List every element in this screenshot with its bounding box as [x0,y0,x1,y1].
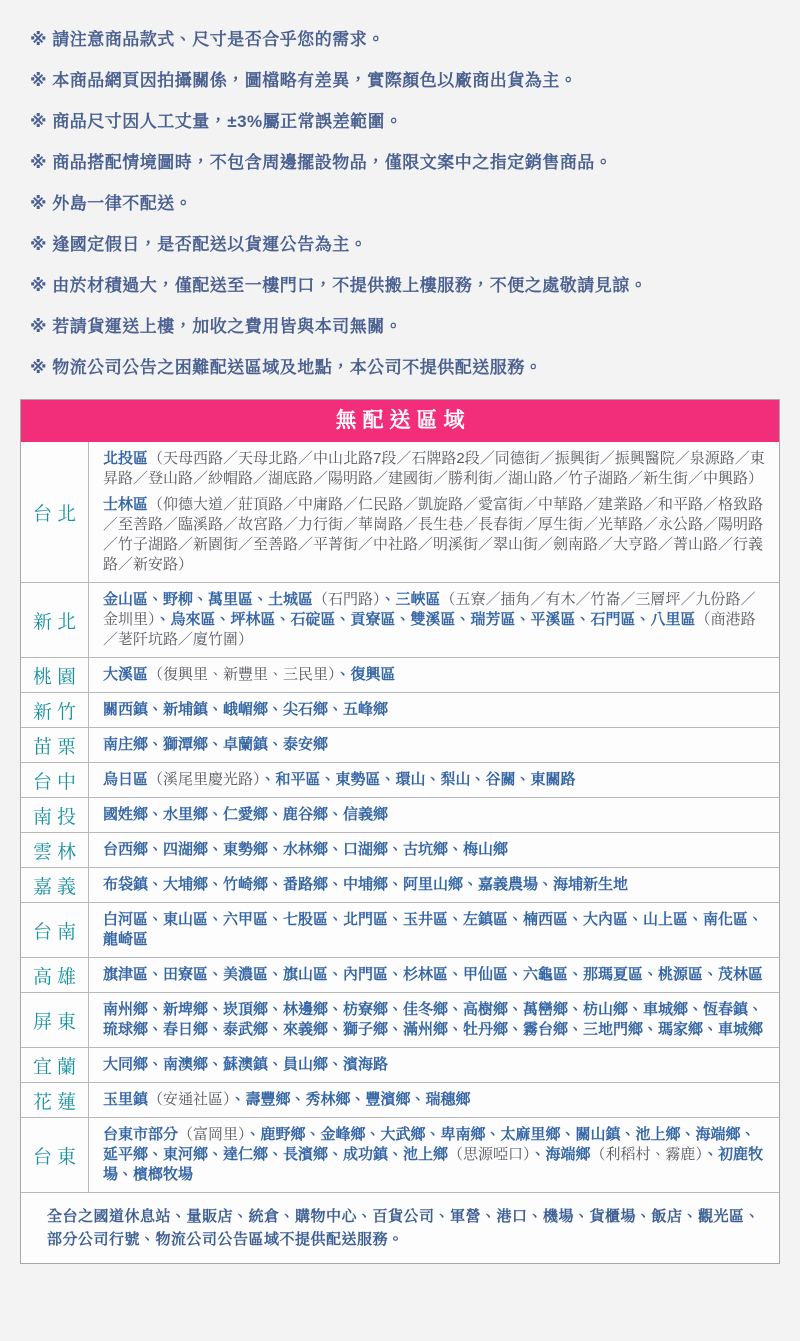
notice-item: ※ 若請貨運送上樓，加收之費用皆與本司無關。 [30,317,403,336]
district-detail: （富岡里） [178,1126,246,1143]
district-names: 烏日區 [103,771,149,788]
table-row [21,442,779,582]
region-label-text: 新北 [32,611,81,633]
area-line [103,840,769,860]
table-footer [21,1192,779,1263]
district-detail: （安通社區） [148,1091,231,1108]
region-areas [89,833,779,867]
area-line [103,1000,769,1040]
district-names: 、海端鄉 [530,1146,591,1163]
district-names: 旗津區、田寮區、美濃區、旗山區、內門區、杉林區、甲仙區、六龜區、那瑪夏區、桃源區、茂林區 [103,966,764,983]
district-names: 國姓鄉、水里鄉、仁愛鄉、鹿谷鄉、信義鄉 [103,806,389,823]
area-line [103,665,769,685]
region-label [21,868,89,902]
region-label [21,658,89,692]
district-names: 、和平區、東勢區、環山、梨山、谷關、東關路 [260,771,576,788]
district-names: 白河區、東山區、六甲區、七股區、北門區、玉井區、左鎮區、楠西區、大內區、山上區、南化區、龍崎區 [103,911,764,948]
district-names: 、復興區 [335,666,396,683]
table-row [21,582,779,657]
area-line [103,965,769,985]
district-detail: （復興里、新豐里、三民里） [148,666,336,683]
district-names: 金山區、野柳、萬里區、土城區 [103,591,314,608]
district-names: 台東市部分 [103,1126,179,1143]
notice-item: ※ 本商品網頁因拍攝關係，圖檔略有差異，實際顏色以廠商出貨為主。 [30,71,578,90]
region-label-text: 台中 [32,771,81,793]
district-detail: （五寮／插角／有木／竹崙／三層坪／九份路／金圳里） [103,591,756,628]
region-areas [89,583,779,657]
region-label-text: 南投 [32,806,81,828]
district-names: 大同鄉、南澳鄉、蘇澳鎮、員山鄉、濱海路 [103,1056,389,1073]
area-line [103,590,769,650]
area-line [103,1090,769,1110]
district-detail: （天母西路／天母北路／中山北路7段／石牌路2段／同德街／振興街／振興醫院／泉源路／東昇路／登山路／紗帽路／湖底路／陽明路／建國街／勝利街／湖山路／竹子湖路／新生街／中興路） [103,450,765,487]
table-row [21,902,779,957]
district-detail: （溪尾里慶光路） [148,771,261,788]
district-detail: （思源啞口） [448,1146,531,1163]
notice-item: ※ 外島一律不配送。 [30,194,193,213]
district-names: 、鹿野鄉、金峰鄉、大武鄉、卑南鄉、太麻里鄉、關山鎮、池上鄉、海端鄉、延平鄉、東河鄉、達仁鄉、長濱鄉、成功鎮、池上鄉 [103,1126,756,1163]
district-names: 南州鄉、新埤鄉、崁頂鄉、林邊鄉、枋寮鄉、佳冬鄉、高樹鄉、萬巒鄉、枋山鄉、車城鄉、恆春鎮、琉球鄉、春日鄉、泰武鄉、來義鄉、獅子鄉、滿州鄉、牡丹鄉、霧台鄉、三地門鄉、瑪家鄉、車城鄉 [103,1001,764,1038]
table-row [21,832,779,867]
region-label [21,798,89,832]
region-label-text: 宜蘭 [32,1056,81,1078]
notice-item: ※ 商品搭配情境圖時，不包含周邊擺設物品，僅限文案中之指定銷售商品。 [30,153,613,172]
notice-item: ※ 請注意商品款式、尺寸是否合乎您的需求。 [30,30,385,49]
region-areas [89,798,779,832]
region-areas [89,658,779,692]
region-label-text: 雲林 [32,841,81,863]
region-areas [89,903,779,957]
notice-item: ※ 物流公司公告之困難配送區域及地點，本公司不提供配送服務。 [30,358,543,377]
district-detail: （利稻村、霧鹿） [590,1146,704,1163]
region-areas [89,993,779,1047]
table-row [21,1082,779,1117]
region-label [21,693,89,727]
region-label [21,442,89,582]
region-label-text: 新竹 [32,701,81,723]
region-label-text: 桃園 [32,666,81,688]
district-names: 關西鎮、新埔鎮、峨嵋鄉、尖石鄉、五峰鄉 [103,701,389,718]
table-title: 無配送區域 [21,400,779,442]
notice-list [0,26,800,377]
district-names: 布袋鎮、大埔鄉、竹崎鄉、番路鄉、中埔鄉、阿里山鄉、嘉義農場、海埔新生地 [103,876,629,893]
region-label [21,903,89,957]
area-line [103,700,769,720]
region-label [21,1048,89,1082]
region-label [21,728,89,762]
notice-item: ※ 逢國定假日，是否配送以貨運公告為主。 [30,235,368,254]
region-areas [89,1083,779,1117]
area-line [103,1125,769,1185]
area-line [103,805,769,825]
district-names: 北投區 [103,450,149,467]
region-label [21,763,89,797]
district-names: 、初鹿牧場、檳榔牧場 [103,1146,764,1183]
notice-item: ※ 商品尺寸因人工丈量，±3%屬正常誤差範圍。 [30,112,403,131]
region-label-text: 苗栗 [32,736,81,758]
district-names: 、烏來區、坪林區、石碇區、貢寮區、雙溪區、瑞芳區、平溪區、石門區、八里區 [155,611,696,628]
region-label-text: 台南 [32,921,81,943]
region-label-text: 屏東 [32,1011,81,1033]
table-row [21,1117,779,1192]
table-row [21,797,779,832]
district-names: 、壽豐鄉、秀林鄉、豐濱鄉、瑞穗鄉 [230,1091,471,1108]
region-areas [89,868,779,902]
table-row [21,992,779,1047]
region-label [21,583,89,657]
table-row [21,692,779,727]
district-names: 大溪區 [103,666,149,683]
region-label-text: 台東 [32,1146,81,1168]
region-areas [89,1118,779,1192]
district-names: 、三峽區 [380,591,441,608]
region-label [21,833,89,867]
district-detail: （仰德大道／莊頂路／中庸路／仁民路／凱旋路／愛富街／中華路／建業路／和平路／格致路／至善路／臨溪路／故宮路／力行街／華崗路／長生巷／長春街／厚生街／光華路／永公路／陽明路／竹子湖路／新園街／至善路／平菁街／中社路／明溪街／翠山街／劍南路／大亨路／菁山路／行義路／新安路） [103,496,764,573]
table-row [21,762,779,797]
table-row [21,957,779,992]
region-label-text: 高雄 [32,966,81,988]
region-label-text: 花蓮 [32,1091,81,1113]
notice-item: ※ 由於材積過大，僅配送至一樓門口，不提供搬上樓服務，不便之處敬請見諒。 [30,276,648,295]
table-row [21,867,779,902]
region-label-text: 嘉義 [32,876,81,898]
region-label [21,993,89,1047]
table-row [21,727,779,762]
region-areas [89,1048,779,1082]
district-names: 台西鄉、四湖鄉、東勢鄉、水林鄉、口湖鄉、古坑鄉、梅山鄉 [103,841,509,858]
district-names: 士林區 [103,496,149,513]
area-line [103,495,769,575]
region-label [21,1083,89,1117]
region-label-text: 台北 [32,503,81,525]
area-line [103,449,769,489]
area-line [103,875,769,895]
district-names: 玉里鎮 [103,1091,149,1108]
area-line [103,735,769,755]
district-detail: （石門路） [313,591,381,608]
table-row [21,657,779,692]
area-line [103,910,769,950]
area-line [103,1055,769,1075]
district-names: 南庄鄉、獅潭鄉、卓蘭鎮、泰安鄉 [103,736,329,753]
table-row [21,1047,779,1082]
area-line [103,770,769,790]
region-areas [89,693,779,727]
region-areas [89,728,779,762]
region-label [21,958,89,992]
region-label [21,1118,89,1192]
district-detail: （商港路／荖阡坑路／廈竹圍） [103,611,756,648]
region-areas [89,958,779,992]
table-body [21,442,779,1192]
region-areas [89,763,779,797]
footer-note-text: 全台之國道休息站、量販店、統倉、購物中心、百貨公司、軍營、港口、機場、貨櫃場、飯店、觀光區、部分公司行號、物流公司公告區域不提供配送服務。 [47,1208,761,1248]
region-areas [89,442,779,582]
no-delivery-table [20,399,780,1264]
